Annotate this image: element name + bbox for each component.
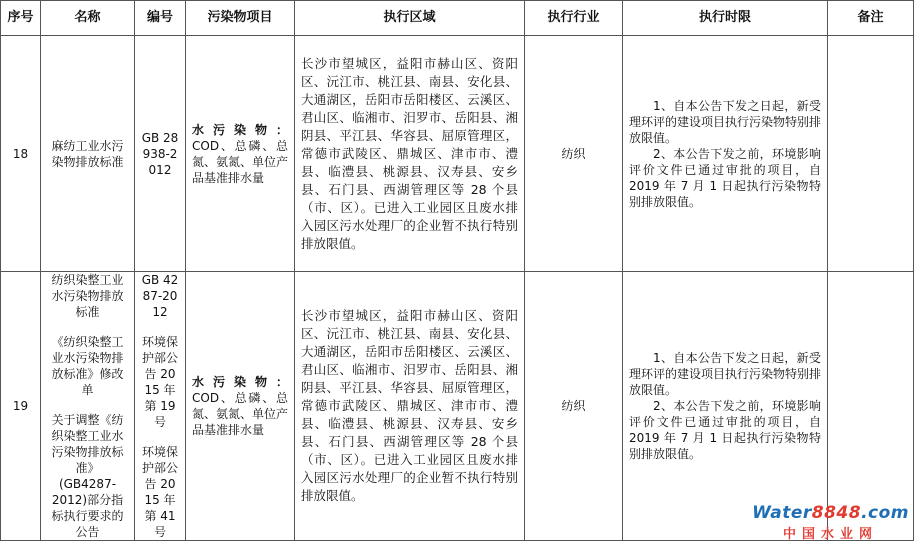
header-remark: 备注 (828, 1, 914, 36)
time-clause-1: 1、自本公告下发之日起，新受理环评的建设项目执行污染物特别排放限值。 (629, 98, 822, 145)
table-row (1, 272, 914, 541)
name-text: 麻纺工业水污染物排放标准 (51, 138, 124, 169)
pollutant-label: 水污染物： (192, 375, 288, 389)
pollutant-label: 水污染物： (192, 122, 288, 137)
row-no: 18 (1, 36, 41, 272)
time-clause-1: 1、自本公告下发之日起，新受理环评的建设项目执行污染物特别排放限值。 (629, 351, 822, 397)
time-clause-2: 2、本公告下发之前，环境影响评价文件已通过审批的项目，自 2019 年 7 月 1 日起执行污染物特别排放限值。 (629, 146, 821, 209)
watermark-brand: Water (752, 503, 812, 523)
name-text: 纺织染整工业水污染物排放标准 (51, 273, 124, 319)
row-name (41, 272, 135, 541)
header-name: 名称 (41, 1, 135, 36)
header-no: 序号 (1, 1, 41, 36)
header-industry: 执行行业 (525, 1, 623, 36)
header-code: 编号 (135, 1, 186, 36)
row-pollutant (186, 272, 295, 541)
name-text: 《纺织染整工业水污染物排放标准》修改单 (51, 335, 124, 397)
row-remark (828, 36, 914, 272)
time-clause-2: 2、本公告下发之前，环境影响评价文件已通过审批的项目，自 2019 年 7 月 1 日起执行污染物特别排放限值。 (629, 399, 821, 461)
header-area: 执行区域 (295, 1, 525, 36)
code-text: 环境保护部公告 2015 年 第 41 号 (141, 445, 178, 539)
header-row (1, 1, 914, 36)
area-text: 长沙市望城区，益阳市赫山区、资阳区、沅江市、桃江县、南县、安化县、大通湖区，岳阳市岳阳楼区、云溪区、君山区、临湘市、汨罗市、岳阳县、湘阴县、平江县、华容县、屈原管理区，常德市武陵区、鼎城区、津市市、澧县、临澧县、桃源县、汉寿县、安乡县、石门县、西湖管理区等 28 个县（市、区）。已进入工业园区且废水排入园区污水处理厂的企业暂不执行特别排放限值。 (301, 308, 518, 503)
row-time (623, 272, 828, 541)
pollutant-text: COD、总磷、总氮、氨氮、单位产品基准排水量 (192, 391, 289, 437)
row-code (135, 272, 186, 541)
row-time (623, 36, 828, 272)
row-no: 19 (1, 272, 41, 541)
area-text: 长沙市望城区，益阳市赫山区、资阳区、沅江市、桃江县、南县、安化县、大通湖区，岳阳市岳阳楼区、云溪区、君山区、临湘市、汨罗市、岳阳县、湘阴县、平江县、华容县、屈原管理区，常德市武陵区、鼎城区、津市市、澧县、临澧县、桃源县、汉寿县、安乡县、石门县、西湖管理区等 28 个县（市、区）。已进入工业园区且废水排入园区污水处理厂的企业暂不执行特别排放限值。 (301, 55, 518, 251)
pollutant-text: COD、总磷、总氮、氨氮、单位产品基准排水量 (192, 138, 289, 185)
watermark-brand-domain: .com (861, 503, 909, 523)
row-area (295, 272, 525, 541)
watermark-logo (752, 503, 909, 542)
row-area (295, 36, 525, 272)
row-code (135, 36, 186, 272)
table-row (1, 36, 914, 272)
name-text: 关于调整《纺织染整工业水污染物排放标准》(GB4287-2012)部分指标执行要求的公告 (51, 413, 124, 539)
code-text: GB 28938-2012 (141, 130, 179, 177)
code-text: 环境保护部公告 2015 年 第 19 号 (141, 335, 178, 429)
row-remark (828, 272, 914, 541)
code-text: GB 4287-2012 (141, 273, 179, 319)
row-pollutant (186, 36, 295, 272)
row-name (41, 36, 135, 272)
watermark-subtitle: 中国水业网 (783, 527, 879, 542)
header-pollutant: 污染物项目 (186, 1, 295, 36)
row-industry: 纺织 (525, 36, 623, 272)
header-time: 执行时限 (623, 1, 828, 36)
row-industry: 纺织 (525, 272, 623, 541)
watermark-brand-number: 8848 (811, 503, 862, 523)
